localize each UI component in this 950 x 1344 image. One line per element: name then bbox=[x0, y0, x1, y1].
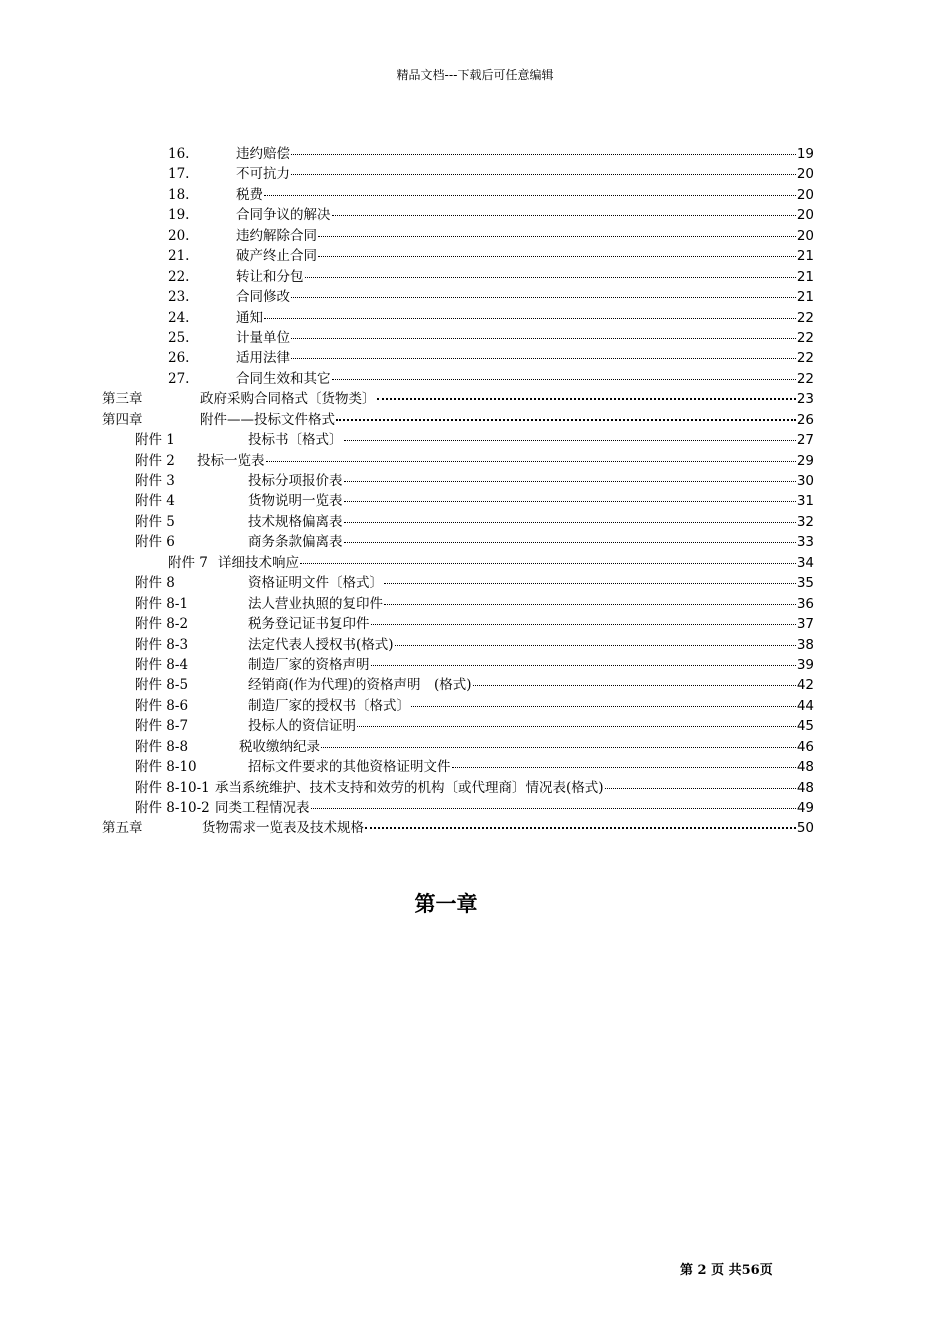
toc-entry-page: 50 bbox=[796, 820, 814, 837]
toc-entry-page: 32 bbox=[796, 513, 814, 530]
toc-entry-page: 20 bbox=[796, 186, 814, 203]
toc-entry-title: 详细技术响应 bbox=[218, 554, 299, 571]
toc-entry-number: 附件 8-6 bbox=[135, 697, 189, 714]
toc-entry[interactable] bbox=[102, 162, 814, 182]
toc-leader-dots bbox=[452, 767, 796, 768]
toc-leader-dots bbox=[291, 358, 796, 359]
toc-leader-dots bbox=[344, 522, 796, 523]
toc-leader-dots bbox=[395, 645, 796, 646]
toc-entry[interactable] bbox=[102, 489, 814, 509]
toc-entry-title: 技术规格偏离表 bbox=[248, 513, 343, 530]
toc-entry[interactable] bbox=[102, 265, 814, 285]
toc-entry-number: 附件 8-4 bbox=[135, 656, 189, 673]
toc-entry-title: 货物需求一览表及技术规格 bbox=[202, 820, 364, 837]
toc-entry-page: 30 bbox=[796, 473, 814, 489]
toc-entry-page: 39 bbox=[796, 656, 814, 673]
toc-entry-title: 税费 bbox=[236, 186, 263, 203]
toc-entry[interactable] bbox=[102, 367, 814, 387]
toc-entry-page: 35 bbox=[796, 575, 814, 592]
toc-entry-title: 经销商(作为代理)的资格声明 (格式) bbox=[248, 677, 472, 694]
toc-entry-page: 44 bbox=[796, 697, 814, 714]
toc-entry-page: 33 bbox=[796, 534, 814, 551]
toc-entry-number: 17. bbox=[168, 166, 190, 183]
toc-entry-title: 附件——投标文件格式 bbox=[200, 411, 335, 428]
toc-entry-title: 违约解除合同 bbox=[236, 227, 317, 244]
toc-leader-dots bbox=[344, 440, 796, 441]
toc-entry[interactable] bbox=[102, 653, 814, 673]
toc-entry-title: 投标书〔格式〕 bbox=[248, 432, 343, 449]
toc-leader-dots bbox=[300, 563, 796, 564]
toc-entry[interactable] bbox=[102, 326, 814, 346]
toc-entry[interactable] bbox=[102, 571, 814, 591]
toc-entry-number: 附件 8-2 bbox=[135, 616, 189, 633]
page-header: 精品文档---下载后可任意编辑 bbox=[396, 68, 554, 82]
toc-entry-page: 21 bbox=[796, 248, 814, 265]
toc-leader-dots bbox=[384, 583, 796, 584]
toc-leader-dots bbox=[264, 195, 796, 196]
toc-entry-title: 法定代表人授权书(格式) bbox=[248, 636, 394, 653]
toc-entry-page: 31 bbox=[796, 493, 814, 510]
toc-entry-number: 23. bbox=[168, 289, 190, 306]
toc-leader-dots bbox=[605, 788, 796, 789]
toc-entry[interactable] bbox=[102, 387, 814, 407]
toc-entry-title: 制造厂家的授权书〔格式〕 bbox=[248, 697, 410, 714]
toc-entry[interactable] bbox=[102, 346, 814, 366]
toc-entry-number: 22. bbox=[168, 268, 190, 285]
toc-entry[interactable] bbox=[102, 673, 814, 693]
toc-entry-number: 附件 5 bbox=[135, 513, 175, 530]
toc-entry-number: 附件 8-1 bbox=[135, 595, 189, 612]
toc-entry-page: 38 bbox=[796, 636, 814, 653]
toc-entry[interactable] bbox=[102, 755, 814, 775]
toc-entry-page: 19 bbox=[796, 146, 814, 162]
toc-leader-dots bbox=[384, 604, 796, 605]
toc-leader-dots bbox=[344, 542, 796, 543]
toc-entry[interactable] bbox=[102, 224, 814, 244]
toc-entry-page: 22 bbox=[796, 370, 814, 387]
toc-entry-page: 21 bbox=[796, 268, 814, 285]
toc-entry-number: 25. bbox=[168, 329, 190, 346]
toc-leader-dots bbox=[318, 256, 796, 257]
toc-leader-dots bbox=[318, 236, 796, 237]
toc-entry-page: 46 bbox=[796, 738, 814, 755]
toc-entry-page: 22 bbox=[796, 329, 814, 346]
toc-entry-title: 承当系统维护、技术支持和效劳的机构〔或代理商〕情况表(格式) bbox=[215, 779, 604, 796]
toc-entry-number: 附件 8-10-2 bbox=[135, 800, 210, 816]
toc-entry-number: 附件 8 bbox=[135, 575, 175, 592]
toc-entry-number: 第三章 bbox=[102, 391, 143, 408]
toc-entry-page: 36 bbox=[796, 595, 814, 612]
toc-entry[interactable] bbox=[102, 551, 814, 571]
toc-entry-page: 27 bbox=[796, 432, 814, 449]
toc-leader-dots bbox=[371, 665, 796, 666]
toc-entry-title: 破产终止合同 bbox=[236, 248, 317, 265]
toc-entry[interactable] bbox=[102, 633, 814, 653]
toc-entry-number: 附件 8-10-1 bbox=[135, 779, 210, 796]
toc-entry-number: 附件 7 bbox=[168, 554, 208, 571]
toc-leader-dots bbox=[321, 747, 796, 748]
toc-entry-page: 42 bbox=[796, 677, 814, 694]
toc-entry[interactable] bbox=[102, 469, 814, 489]
toc-entry-title: 投标人的资信证明 bbox=[248, 718, 356, 735]
toc-entry-page: 34 bbox=[796, 554, 814, 571]
toc-leader-dots bbox=[377, 398, 796, 400]
toc-leader-dots bbox=[411, 706, 796, 707]
toc-entry-number: 21. bbox=[168, 248, 190, 265]
toc-leader-dots bbox=[266, 461, 796, 462]
toc-entry-page: 23 bbox=[796, 391, 814, 408]
toc-entry[interactable] bbox=[102, 592, 814, 612]
toc-entry-title: 税务登记证书复印件 bbox=[248, 616, 370, 633]
toc-entry-number: 附件 8-3 bbox=[135, 636, 189, 653]
toc-entry[interactable] bbox=[102, 183, 814, 203]
toc-entry-title: 制造厂家的资格声明 bbox=[248, 656, 370, 673]
toc-entry[interactable] bbox=[102, 203, 814, 223]
toc-leader-dots bbox=[311, 808, 796, 809]
toc-entry-title: 合同生效和其它 bbox=[236, 370, 331, 387]
toc-entry-title: 货物说明一览表 bbox=[248, 493, 343, 510]
toc-leader-dots bbox=[291, 174, 796, 175]
toc-entry-number: 27. bbox=[168, 370, 190, 387]
toc-entry[interactable] bbox=[102, 142, 814, 162]
toc-entry-number: 附件 3 bbox=[135, 473, 175, 489]
toc-leader-dots bbox=[332, 215, 796, 216]
toc-leader-dots bbox=[291, 297, 796, 298]
toc-entry-number: 第四章 bbox=[102, 411, 143, 428]
toc-entry-page: 49 bbox=[796, 800, 814, 816]
chapter-heading: 第一章 bbox=[414, 891, 478, 916]
toc-entry-page: 37 bbox=[796, 616, 814, 633]
toc-entry-number: 24. bbox=[168, 309, 190, 326]
toc-entry-title: 投标分项报价表 bbox=[248, 473, 343, 489]
toc-entry-title: 招标文件要求的其他资格证明文件 bbox=[248, 759, 451, 776]
toc-entry-title: 商务条款偏离表 bbox=[248, 534, 343, 551]
toc-entry-number: 附件 8-5 bbox=[135, 677, 189, 694]
toc-leader-dots bbox=[344, 481, 796, 482]
toc-entry-page: 48 bbox=[796, 779, 814, 796]
toc-entry-number: 20. bbox=[168, 227, 190, 244]
toc-leader-dots bbox=[305, 277, 796, 278]
toc-entry-title: 违约赔偿 bbox=[236, 146, 290, 162]
toc-leader-dots bbox=[371, 624, 796, 625]
toc-entry-page: 20 bbox=[796, 166, 814, 183]
toc-entry-number: 附件 6 bbox=[135, 534, 175, 551]
toc-entry-number: 第五章 bbox=[102, 820, 143, 837]
toc-entry-number: 附件 4 bbox=[135, 493, 175, 510]
toc-entry[interactable] bbox=[102, 428, 814, 448]
toc-entry[interactable] bbox=[102, 408, 814, 428]
toc-entry[interactable] bbox=[102, 816, 814, 836]
toc-leader-dots bbox=[357, 726, 796, 727]
toc-entry-title: 同类工程情况表 bbox=[215, 800, 310, 816]
toc-entry[interactable] bbox=[102, 714, 814, 734]
toc-entry-title: 投标一览表 bbox=[197, 452, 265, 469]
toc-entry-page: 21 bbox=[796, 289, 814, 306]
toc-leader-dots bbox=[291, 338, 796, 339]
toc-entry-title: 法人营业执照的复印件 bbox=[248, 595, 383, 612]
toc-entry-title: 通知 bbox=[236, 309, 263, 326]
toc-entry[interactable] bbox=[102, 694, 814, 714]
toc-entry-page: 45 bbox=[796, 718, 814, 735]
toc-entry-page: 22 bbox=[796, 309, 814, 326]
toc-leader-dots bbox=[332, 379, 796, 380]
toc-entry-page: 26 bbox=[796, 411, 814, 428]
toc-entry-title: 合同修改 bbox=[236, 289, 290, 306]
toc-entry-page: 20 bbox=[796, 227, 814, 244]
toc-entry-number: 16. bbox=[168, 146, 190, 162]
toc-entry-number: 26. bbox=[168, 350, 190, 367]
toc-entry[interactable] bbox=[102, 776, 814, 796]
toc-entry-number: 附件 1 bbox=[135, 432, 175, 449]
toc-entry[interactable] bbox=[102, 612, 814, 632]
toc-entry-title: 合同争议的解决 bbox=[236, 207, 331, 224]
toc-entry[interactable] bbox=[102, 244, 814, 264]
page-footer: 第 2 页 共56页 bbox=[680, 1263, 773, 1278]
toc-entry[interactable] bbox=[102, 530, 814, 550]
toc-entry-page: 29 bbox=[796, 452, 814, 469]
table-of-contents bbox=[102, 142, 814, 837]
toc-entry-number: 附件 8-8 bbox=[135, 738, 189, 755]
toc-leader-dots bbox=[365, 827, 796, 829]
toc-entry-page: 22 bbox=[796, 350, 814, 367]
toc-entry-title: 适用法律 bbox=[236, 350, 290, 367]
toc-entry[interactable] bbox=[102, 285, 814, 305]
toc-entry-number: 19. bbox=[168, 207, 190, 224]
toc-entry-number: 附件 8-10 bbox=[135, 759, 197, 776]
toc-entry-number: 附件 8-7 bbox=[135, 718, 189, 735]
toc-entry-title: 转让和分包 bbox=[236, 268, 304, 285]
toc-entry-page: 20 bbox=[796, 207, 814, 224]
toc-entry[interactable] bbox=[102, 510, 814, 530]
toc-leader-dots bbox=[291, 154, 796, 155]
toc-entry[interactable] bbox=[102, 449, 814, 469]
toc-entry-title: 计量单位 bbox=[236, 329, 290, 346]
toc-entry-title: 不可抗力 bbox=[236, 166, 290, 183]
toc-entry-page: 48 bbox=[796, 759, 814, 776]
toc-leader-dots bbox=[336, 419, 796, 421]
toc-leader-dots bbox=[264, 318, 796, 319]
toc-entry-title: 税收缴纳纪录 bbox=[239, 738, 320, 755]
toc-entry[interactable] bbox=[102, 306, 814, 326]
toc-leader-dots bbox=[344, 501, 796, 502]
toc-entry-title: 政府采购合同格式〔货物类〕 bbox=[200, 391, 376, 408]
toc-leader-dots bbox=[473, 685, 796, 686]
toc-entry-title: 资格证明文件〔格式〕 bbox=[248, 575, 383, 592]
toc-entry[interactable] bbox=[102, 735, 814, 755]
toc-entry[interactable] bbox=[102, 796, 814, 816]
toc-entry-number: 18. bbox=[168, 186, 190, 203]
toc-entry-number: 附件 2 bbox=[135, 452, 175, 469]
